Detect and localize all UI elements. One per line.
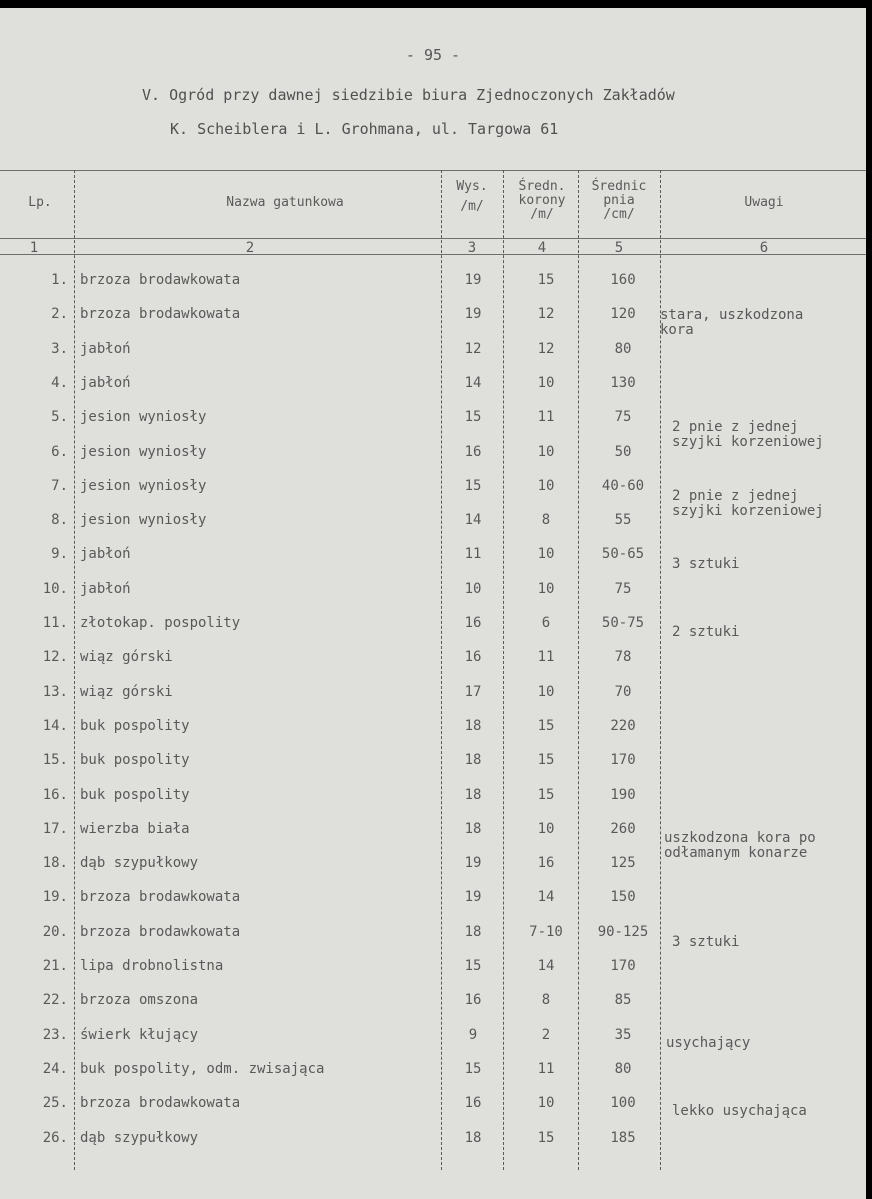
height-value: 19 (464, 889, 482, 906)
table-row (0, 581, 866, 615)
row-number: 2. (51, 306, 68, 323)
table-row (0, 684, 866, 718)
height-value: 18 (464, 752, 482, 769)
row-number: 22. (42, 992, 68, 1009)
document-page (0, 8, 866, 1199)
species-name: buk pospolity (80, 786, 190, 803)
species-name: jabłoń (80, 340, 131, 357)
row-number: 8. (51, 512, 68, 529)
table-row (0, 958, 866, 992)
species-name: brzoza brodawkowata (80, 923, 241, 940)
row-number: 14. (42, 717, 68, 734)
row-number: 5. (51, 409, 68, 426)
trunk-diameter-value: 125 (610, 855, 636, 872)
trunk-diameter-value: 55 (614, 512, 632, 529)
trunk-diameter-value: 170 (610, 958, 636, 974)
species-name: wierzba biała (80, 820, 190, 837)
crown-diameter-value: 8 (541, 512, 551, 529)
row-number: 25. (42, 1095, 68, 1112)
crown-diameter-value: 10 (537, 820, 555, 837)
height-value: 17 (464, 683, 482, 700)
trunk-diameter-value: 70 (614, 683, 632, 700)
trunk-diameter-value: 150 (610, 889, 636, 906)
section-title-line-2: K. Scheiblera i L. Grohmana, ul. Targowa 61 (170, 120, 559, 138)
section-title-line-1: V. Ogród przy dawnej siedzibie biura Zjednoczonych Zakładów (142, 86, 675, 104)
crown-diameter-value: 15 (537, 1129, 555, 1146)
height-value: 10 (464, 580, 482, 597)
species-name: brzoza brodawkowata (80, 306, 241, 323)
table-row (0, 1061, 866, 1095)
trunk-diameter-value: 80 (614, 340, 632, 357)
height-value: 16 (464, 649, 482, 666)
species-name: buk pospolity (80, 717, 190, 734)
height-value: 16 (464, 992, 482, 1009)
species-name: jesion wyniosły (80, 409, 207, 426)
height-value: 9 (468, 1026, 478, 1043)
note-row-23: usychający (666, 1035, 751, 1051)
header-crown-diameter: Średn. korony /m/ (518, 179, 566, 222)
trunk-diameter-value: 120 (610, 306, 636, 323)
species-name: świerk kłujący (80, 1026, 199, 1043)
note-row-20: 3 sztuki (672, 934, 740, 950)
species-name: jesion wyniosły (80, 443, 207, 460)
row-number: 7. (51, 477, 68, 494)
height-value: 16 (464, 443, 482, 460)
crown-diameter-value: 8 (541, 992, 551, 1009)
row-number: 11. (42, 615, 68, 631)
note-rows-5-6: 2 pnie z jednej szyjki korzeniowej (672, 419, 824, 450)
crown-diameter-value: 12 (537, 306, 555, 323)
height-value: 18 (464, 820, 482, 837)
trunk-diameter-value: 130 (610, 374, 636, 391)
species-name: jesion wyniosły (80, 512, 207, 529)
row-number: 17. (42, 820, 68, 837)
crown-diameter-value: 15 (537, 272, 555, 288)
height-value: 14 (464, 374, 482, 391)
table-top-rule (0, 170, 866, 171)
species-name: dąb szypułkowy (80, 1129, 199, 1146)
row-number: 20. (42, 923, 68, 940)
crown-diameter-value: 11 (537, 649, 555, 666)
trunk-diameter-value: 170 (610, 752, 636, 769)
trunk-diameter-value: 50-65 (601, 546, 645, 563)
note-rows-17-18: uszkodzona kora po odłamanym konarze (664, 830, 816, 861)
note-row-25: lekko usychająca (672, 1103, 807, 1119)
species-name: wiąz górski (80, 683, 173, 700)
crown-diameter-value: 10 (537, 477, 555, 494)
species-name: brzoza brodawkowata (80, 272, 241, 288)
header-rule (0, 238, 866, 239)
table-row (0, 718, 866, 752)
height-value: 15 (464, 477, 482, 494)
height-value: 18 (464, 786, 482, 803)
table-row (0, 1130, 866, 1164)
row-number: 18. (42, 855, 68, 872)
note-row-2: stara, uszkodzona kora (660, 307, 804, 338)
crown-diameter-value: 11 (537, 1060, 555, 1077)
height-value: 19 (464, 272, 482, 288)
column-number: 4 (537, 240, 547, 256)
species-name: jabłoń (80, 546, 131, 563)
page-number: - 95 - (405, 46, 461, 64)
crown-diameter-value: 15 (537, 717, 555, 734)
trunk-diameter-value: 220 (610, 717, 636, 734)
crown-diameter-value: 10 (537, 683, 555, 700)
crown-diameter-value: 15 (537, 752, 555, 769)
trunk-diameter-value: 190 (610, 786, 636, 803)
trunk-diameter-value: 35 (614, 1026, 632, 1043)
row-number: 24. (42, 1060, 68, 1077)
crown-diameter-value: 7-10 (529, 923, 563, 940)
table-row (0, 752, 866, 786)
species-name: brzoza omszona (80, 992, 199, 1009)
crown-diameter-value: 14 (537, 958, 555, 974)
trunk-diameter-value: 260 (610, 820, 636, 837)
trunk-diameter-value: 40-60 (601, 477, 645, 494)
crown-diameter-value: 16 (537, 855, 555, 872)
table-row (0, 889, 866, 923)
header-notes: Uwagi (744, 195, 784, 210)
species-name: wiąz górski (80, 649, 173, 666)
species-name: dąb szypułkowy (80, 855, 199, 872)
height-value: 18 (464, 923, 482, 940)
row-number: 23. (42, 1026, 68, 1043)
species-name: jabłoń (80, 374, 131, 391)
header-height: Wys. /m/ (456, 179, 488, 214)
height-value: 19 (464, 855, 482, 872)
row-number: 16. (42, 786, 68, 803)
column-number: 6 (759, 240, 769, 256)
trunk-diameter-value: 85 (614, 992, 632, 1009)
species-name: jabłoń (80, 580, 131, 597)
crown-diameter-value: 6 (541, 615, 551, 631)
species-name: jesion wyniosły (80, 477, 207, 494)
trunk-diameter-value: 50-75 (601, 615, 645, 631)
row-number: 3. (51, 340, 68, 357)
trunk-diameter-value: 90-125 (597, 923, 649, 940)
height-value: 18 (464, 717, 482, 734)
row-number: 26. (42, 1129, 68, 1146)
trunk-diameter-value: 78 (614, 649, 632, 666)
height-value: 19 (464, 306, 482, 323)
species-name: lipa drobnolistna (80, 958, 224, 974)
row-number: 15. (42, 752, 68, 769)
table-row (0, 787, 866, 821)
crown-diameter-value: 15 (537, 786, 555, 803)
row-number: 4. (51, 374, 68, 391)
trunk-diameter-value: 185 (610, 1129, 636, 1146)
note-row-11: 2 sztuki (672, 624, 740, 640)
column-number: 5 (614, 240, 624, 256)
header-trunk-diameter: Średnic pnia /cm/ (591, 179, 647, 222)
column-number: 2 (245, 240, 255, 256)
header-species-name: Nazwa gatunkowa (226, 195, 344, 210)
row-number: 21. (42, 958, 68, 974)
height-value: 15 (464, 1060, 482, 1077)
crown-diameter-value: 2 (541, 1026, 551, 1043)
row-number: 19. (42, 889, 68, 906)
height-value: 14 (464, 512, 482, 529)
height-value: 16 (464, 1095, 482, 1112)
crown-diameter-value: 11 (537, 409, 555, 426)
species-name: brzoza brodawkowata (80, 1095, 241, 1112)
crown-diameter-value: 10 (537, 546, 555, 563)
table-row (0, 341, 866, 375)
trunk-diameter-value: 100 (610, 1095, 636, 1112)
table-row (0, 272, 866, 306)
height-value: 15 (464, 409, 482, 426)
column-number: 1 (29, 240, 39, 256)
crown-diameter-value: 10 (537, 580, 555, 597)
trunk-diameter-value: 75 (614, 409, 632, 426)
species-name: buk pospolity, odm. zwisająca (80, 1060, 325, 1077)
header-lp: Lp. (28, 195, 52, 210)
species-name: brzoza brodawkowata (80, 889, 241, 906)
species-name: złotokap. pospolity (80, 615, 241, 631)
trunk-diameter-value: 75 (614, 580, 632, 597)
row-number: 6. (51, 443, 68, 460)
height-value: 16 (464, 615, 482, 631)
trunk-diameter-value: 50 (614, 443, 632, 460)
row-number: 12. (42, 649, 68, 666)
crown-diameter-value: 14 (537, 889, 555, 906)
note-rows-7-8: 2 pnie z jednej szyjki korzeniowej (672, 488, 824, 519)
table-row (0, 992, 866, 1026)
row-number: 10. (42, 580, 68, 597)
row-number: 1. (51, 272, 68, 288)
crown-diameter-value: 10 (537, 374, 555, 391)
height-value: 15 (464, 958, 482, 974)
row-number: 9. (51, 546, 68, 563)
height-value: 18 (464, 1129, 482, 1146)
column-number: 3 (467, 240, 477, 256)
trunk-diameter-value: 80 (614, 1060, 632, 1077)
row-number: 13. (42, 683, 68, 700)
table-row (0, 375, 866, 409)
trunk-diameter-value: 160 (610, 272, 636, 288)
species-name: buk pospolity (80, 752, 190, 769)
height-value: 12 (464, 340, 482, 357)
height-value: 11 (464, 546, 482, 563)
table-row (0, 649, 866, 683)
note-row-9: 3 sztuki (672, 556, 740, 572)
crown-diameter-value: 10 (537, 443, 555, 460)
crown-diameter-value: 10 (537, 1095, 555, 1112)
crown-diameter-value: 12 (537, 340, 555, 357)
